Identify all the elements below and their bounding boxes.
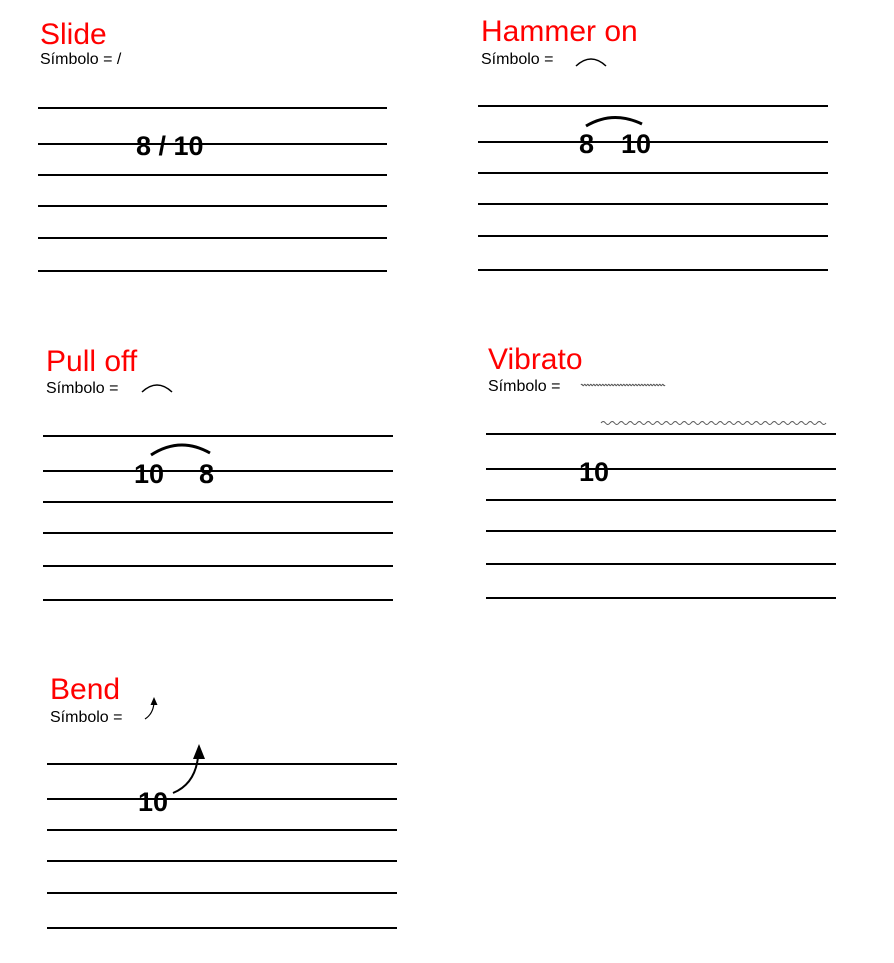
vibrato-note: 10 xyxy=(579,457,610,487)
hammer-on-note-from: 8 xyxy=(579,129,595,159)
pull-off-note-from: 10 xyxy=(134,459,165,489)
bend-arrow xyxy=(173,744,205,793)
bend-note: 10 xyxy=(138,787,169,817)
vibrato-wavy-line xyxy=(601,422,826,425)
pull-off-slur xyxy=(151,445,210,455)
wavy-line-icon xyxy=(581,384,665,386)
hammer-on-slur xyxy=(586,117,642,126)
bend-symbol-label: Símbolo = xyxy=(50,709,123,726)
vibrato-title: Vibrato xyxy=(488,343,583,376)
slide-notation: 8 / 10 xyxy=(136,131,204,161)
bend-arrow-icon xyxy=(145,697,158,719)
slide-symbol-label: Símbolo = / xyxy=(40,51,122,68)
vibrato-symbol-label: Símbolo = xyxy=(488,378,561,395)
hammer-on-title: Hammer on xyxy=(481,15,638,48)
hammer-on-symbol-label: Símbolo = xyxy=(481,51,554,68)
pull-off-title: Pull off xyxy=(46,345,138,378)
bend-title: Bend xyxy=(50,673,121,706)
hammer-on-note-to: 10 xyxy=(621,129,652,159)
pull-off-note-to: 8 xyxy=(199,459,215,489)
pull-off-symbol-label: Símbolo = xyxy=(46,380,119,397)
arc-icon xyxy=(142,385,172,392)
slide-title: Slide xyxy=(40,18,107,51)
arc-icon xyxy=(576,59,606,66)
